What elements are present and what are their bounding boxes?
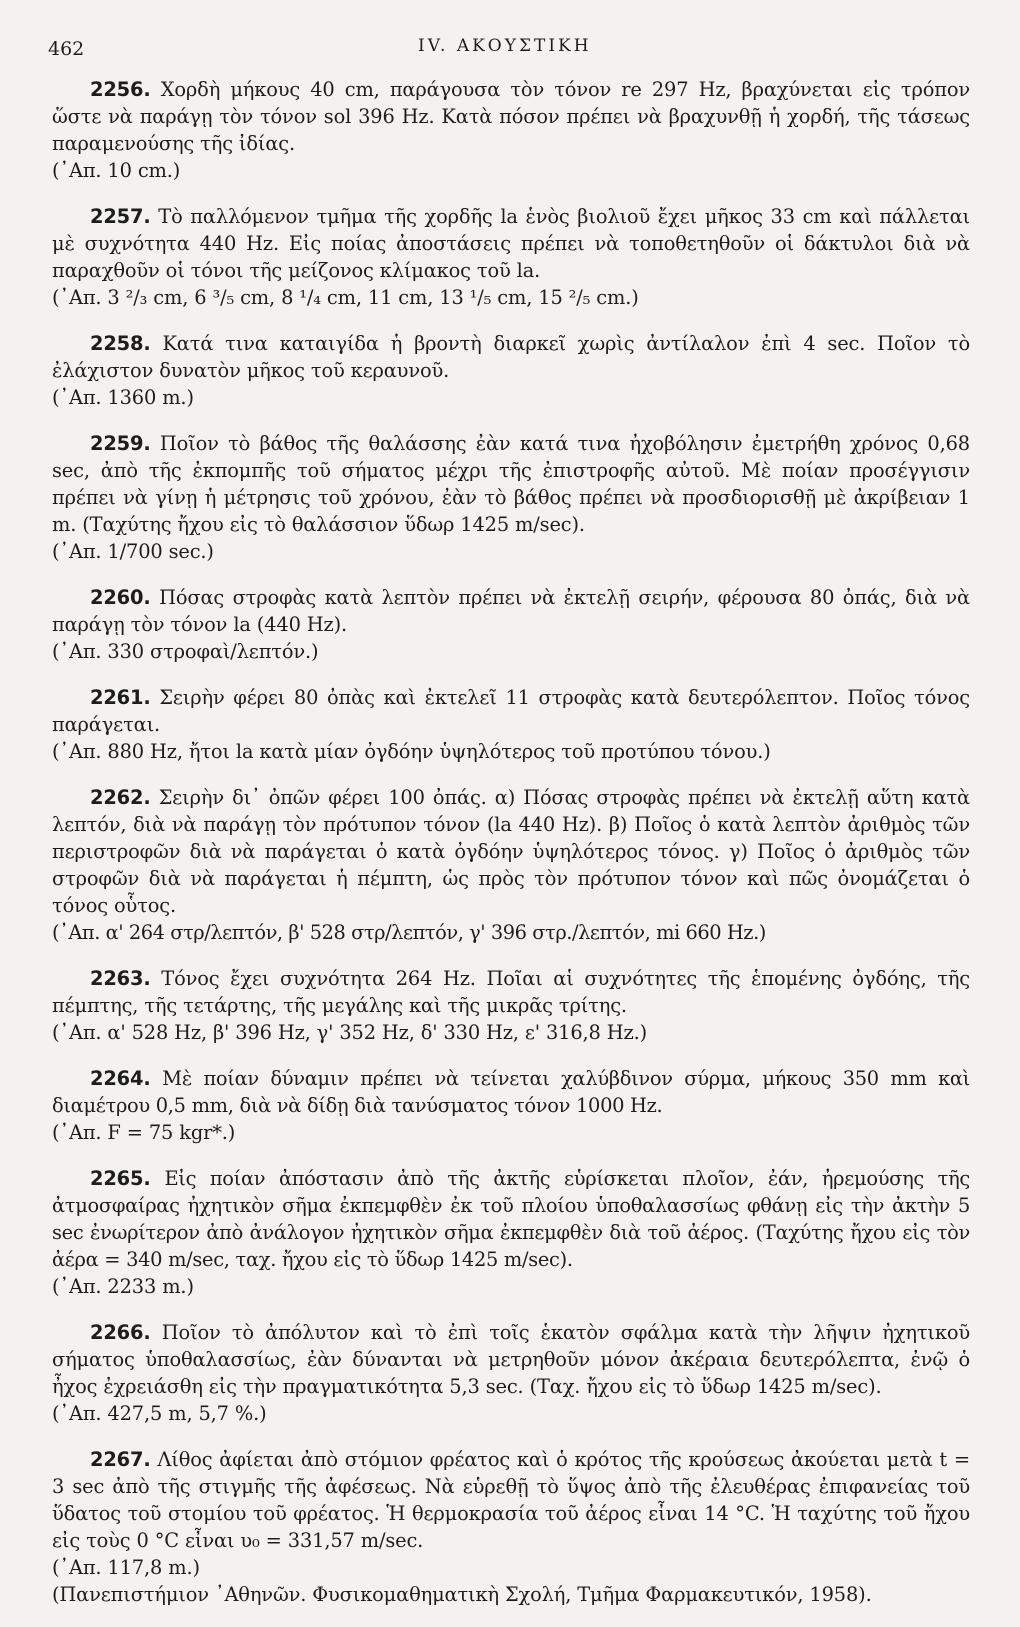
problem-number: 2263. bbox=[90, 967, 151, 990]
problem-2260 bbox=[52, 584, 970, 665]
problem-text: Κατά τινα καταιγίδα ἡ βροντὴ διαρκεῖ χωρὶς ἀντίλαλον ἐπὶ 4 sec. Ποῖον τὸ ἐλάχιστον δυνατὸν μῆκος τοῦ κεραυνοῦ. bbox=[52, 332, 971, 382]
problem-text: Λίθος ἀφίεται ἀπὸ στόμιον φρέατος καὶ ὁ κρότος τῆς κρούσεως ἀκούεται μετὰ t = 3 sec ἀπὸ τῆς στιγμῆς τῆς ἀφέσεως. Νὰ εὑρεθῇ τὸ ὕψος ἀπὸ τῆς ἐλευθέρας ἐπιφανείας τοῦ ὕδατος τοῦ στομίου τοῦ φρέατος. Ἡ θερμοκρασία τοῦ ἀέρος εἶναι 14 °C. Ἡ ταχύτης τοῦ ἤχου εἰς τοὺς 0 °C εἶναι υ₀ = 331,57 m/sec. bbox=[52, 1448, 970, 1552]
problem-2259 bbox=[52, 430, 970, 565]
running-head: IV. ΑΚΟΥΣΤΙΚΗ bbox=[418, 36, 592, 56]
problem-2267 bbox=[52, 1446, 970, 1608]
problem-text: Μὲ ποίαν δύναμιν πρέπει νὰ τείνεται χαλύβδινον σύρμα, μήκους 350 mm καὶ διαμέτρου 0,5 mm, διὰ νὰ δίδῃ διὰ τανύσματος τόνον 1000 Hz. bbox=[52, 1067, 970, 1117]
problems-list bbox=[52, 76, 970, 1627]
problem-answer: (᾿Απ. 117,8 m.) bbox=[52, 1556, 200, 1579]
problem-text: Τόνος ἔχει συχνότητα 264 Hz. Ποῖαι αἱ συχνότητες τῆς ἑπομένης ὀγδόης, τῆς πέμπτης, τῆς τετάρτης, τῆς μεγάλης καὶ τῆς μικρᾶς τρίτης. bbox=[52, 967, 971, 1017]
problem-answer: (᾿Απ. α' 264 στρ/λεπτόν, β' 528 στρ/λεπτόν, γ' 396 στρ./λεπτόν, mi 660 Hz.) bbox=[52, 921, 766, 944]
problem-source: (Πανεπιστήμιον ᾿Αθηνῶν. Φυσικομαθηματικὴ Σχολή, Τμῆμα Φαρμακευτικόν, 1958). bbox=[52, 1583, 872, 1606]
problem-answer: (᾿Απ. 2233 m.) bbox=[52, 1275, 194, 1298]
problem-2263 bbox=[52, 965, 970, 1046]
problem-text: Τὸ παλλόμενον τμῆμα τῆς χορδῆς la ἑνὸς βιολιοῦ ἔχει μῆκος 33 cm καὶ πάλλεται μὲ συχνότητα 440 Hz. Εἰς ποίας ἀποστάσεις πρέπει νὰ τοποθετηθοῦν οἱ δάκτυλοι διὰ νὰ παραχθοῦν οἱ τόνοι τῆς μείζονος κλίμακος τοῦ la. bbox=[52, 205, 971, 282]
problem-number: 2260. bbox=[90, 586, 151, 609]
problem-2256 bbox=[52, 76, 970, 184]
problem-text: Ποῖον τὸ βάθος τῆς θαλάσσης ἐὰν κατά τινα ἠχοβόλησιν ἐμετρήθη χρόνος 0,68 sec, ἀπὸ τῆς ἐκπομπῆς τοῦ σήματος μέχρι τῆς ἐπιστροφῆς αὐτοῦ. Μὲ ποίαν προσέγγισιν πρέπει νὰ γίνῃ ἡ μέτρησις τοῦ χρόνου, ἐὰν τὸ βάθος πρέπει νὰ προσδιορισθῇ μὲ ἀκρίβειαν 1 m. (Ταχύτης ἤχου εἰς τὸ θαλάσσιον ὕδωρ 1425 m/sec). bbox=[52, 432, 970, 536]
problem-2258 bbox=[52, 330, 970, 411]
problem-answer: (᾿Απ. 330 στροφαὶ/λεπτόν.) bbox=[52, 640, 319, 663]
page-header bbox=[48, 28, 972, 68]
problem-text: Σειρὴν δι᾿ ὀπῶν φέρει 100 ὀπάς. α) Πόσας στροφὰς πρέπει νὰ ἐκτελῇ αὕτη κατὰ λεπτόν, διὰ νὰ παράγῃ τὸν πρότυπον τόνον (la 440 Hz). β) Ποῖος ὁ κατὰ λεπτὸν ἀριθμὸς τῶν περιστροφῶν διὰ νὰ παράγεται ὁ κατὰ ὀγδόην ὑψηλότερος τόνος. γ) Ποῖος ὁ ἀριθμὸς τῶν στροφῶν διὰ νὰ παράγεται ἡ πέμπτη, ὡς πρὸς τὸν πρότυπον τόνον καὶ πῶς ὀνομάζεται ὁ τόνος οὗτος. bbox=[52, 786, 971, 917]
problem-answer: (᾿Απ. F = 75 kgr*.) bbox=[52, 1121, 236, 1144]
problem-number: 2266. bbox=[90, 1321, 151, 1344]
problem-2265 bbox=[52, 1165, 970, 1300]
problem-text: Ποῖον τὸ ἀπόλυτον καὶ τὸ ἐπὶ τοῖς ἑκατὸν σφάλμα κατὰ τὴν λῆψιν ἠχητικοῦ σήματος ὑποθαλασσίως, ἐὰν δύνανται νὰ μετρηθοῦν μόνον ἀκέραια δευτερόλεπτα, ἐνῷ ὁ ἦχος ἐχρειάσθη εἰς τὴν πραγματικότητα 5,3 sec. (Ταχ. ἤχου εἰς τὸ ὕδωρ 1425 m/sec). bbox=[52, 1321, 971, 1398]
problem-number: 2258. bbox=[90, 332, 151, 355]
problem-number: 2267. bbox=[90, 1448, 151, 1471]
problem-answer: (᾿Απ. α' 528 Hz, β' 396 Hz, γ' 352 Hz, δ' 330 Hz, ε' 316,8 Hz.) bbox=[52, 1021, 648, 1044]
problem-number: 2261. bbox=[90, 686, 151, 709]
problem-number: 2256. bbox=[90, 78, 151, 101]
problem-2266 bbox=[52, 1319, 970, 1427]
problem-2262 bbox=[52, 784, 970, 946]
problem-text: Σειρὴν φέρει 80 ὀπὰς καὶ ἐκτελεῖ 11 στροφὰς κατὰ δευτερόλεπτον. Ποῖος τόνος παράγεται. bbox=[52, 686, 970, 736]
page-number: 462 bbox=[48, 38, 85, 60]
problem-answer: (᾿Απ. 10 cm.) bbox=[52, 159, 181, 182]
problem-2261 bbox=[52, 684, 970, 765]
problem-number: 2259. bbox=[90, 432, 151, 455]
problem-number: 2262. bbox=[90, 786, 151, 809]
problem-text: Χορδὴ μήκους 40 cm, παράγουσα τὸν τόνον re 297 Hz, βραχύνεται εἰς τρόπον ὥστε νὰ παράγῃ τὸν τόνον sol 396 Hz. Κατὰ πόσον πρέπει νὰ βραχυνθῇ ἡ χορδή, τῆς τάσεως παραμενούσης τῆς ἰδίας. bbox=[52, 78, 971, 155]
problem-number: 2257. bbox=[90, 205, 151, 228]
problem-text: Εἰς ποίαν ἀπόστασιν ἀπὸ τῆς ἀκτῆς εὑρίσκεται πλοῖον, ἐάν, ἠρεμούσης τῆς ἀτμοσφαίρας ἠχητικὸν σῆμα ἐκπεμφθὲν ἐκ τοῦ πλοίου ὑποθαλασσίως φθάνῃ εἰς τὴν ἀκτὴν 5 sec ἐνωρίτερον ἀπὸ ἀνάλογον ἠχητικὸν σῆμα ἐκπεμφθὲν διὰ τοῦ ἀέρος. (Ταχύτης ἤχου εἰς τὸν ἀέρα = 340 m/sec, ταχ. ἤχου εἰς τὸ ὕδωρ 1425 m/sec). bbox=[52, 1167, 970, 1271]
problem-number: 2264. bbox=[90, 1067, 151, 1090]
problem-answer: (᾿Απ. 427,5 m, 5,7 %.) bbox=[52, 1402, 267, 1425]
problem-answer: (᾿Απ. 1/700 sec.) bbox=[52, 540, 214, 563]
problem-number: 2265. bbox=[90, 1167, 151, 1190]
problem-answer: (᾿Απ. 880 Hz, ἤτοι la κατὰ μίαν ὀγδόην ὑψηλότερος τοῦ προτύπου τόνου.) bbox=[52, 740, 771, 763]
problem-answer: (᾿Απ. 1360 m.) bbox=[52, 386, 194, 409]
problem-answer: (᾿Απ. 3 ²/₃ cm, 6 ³/₅ cm, 8 ¹/₄ cm, 11 cm, 13 ¹/₅ cm, 15 ²/₅ cm.) bbox=[52, 286, 639, 309]
problem-text: Πόσας στροφὰς κατὰ λεπτὸν πρέπει νὰ ἐκτελῇ σειρήν, φέρουσα 80 ὀπάς, διὰ νὰ παράγῃ τὸν τόνον la (440 Hz). bbox=[52, 586, 970, 636]
problem-2264 bbox=[52, 1065, 970, 1146]
problem-2257 bbox=[52, 203, 970, 311]
